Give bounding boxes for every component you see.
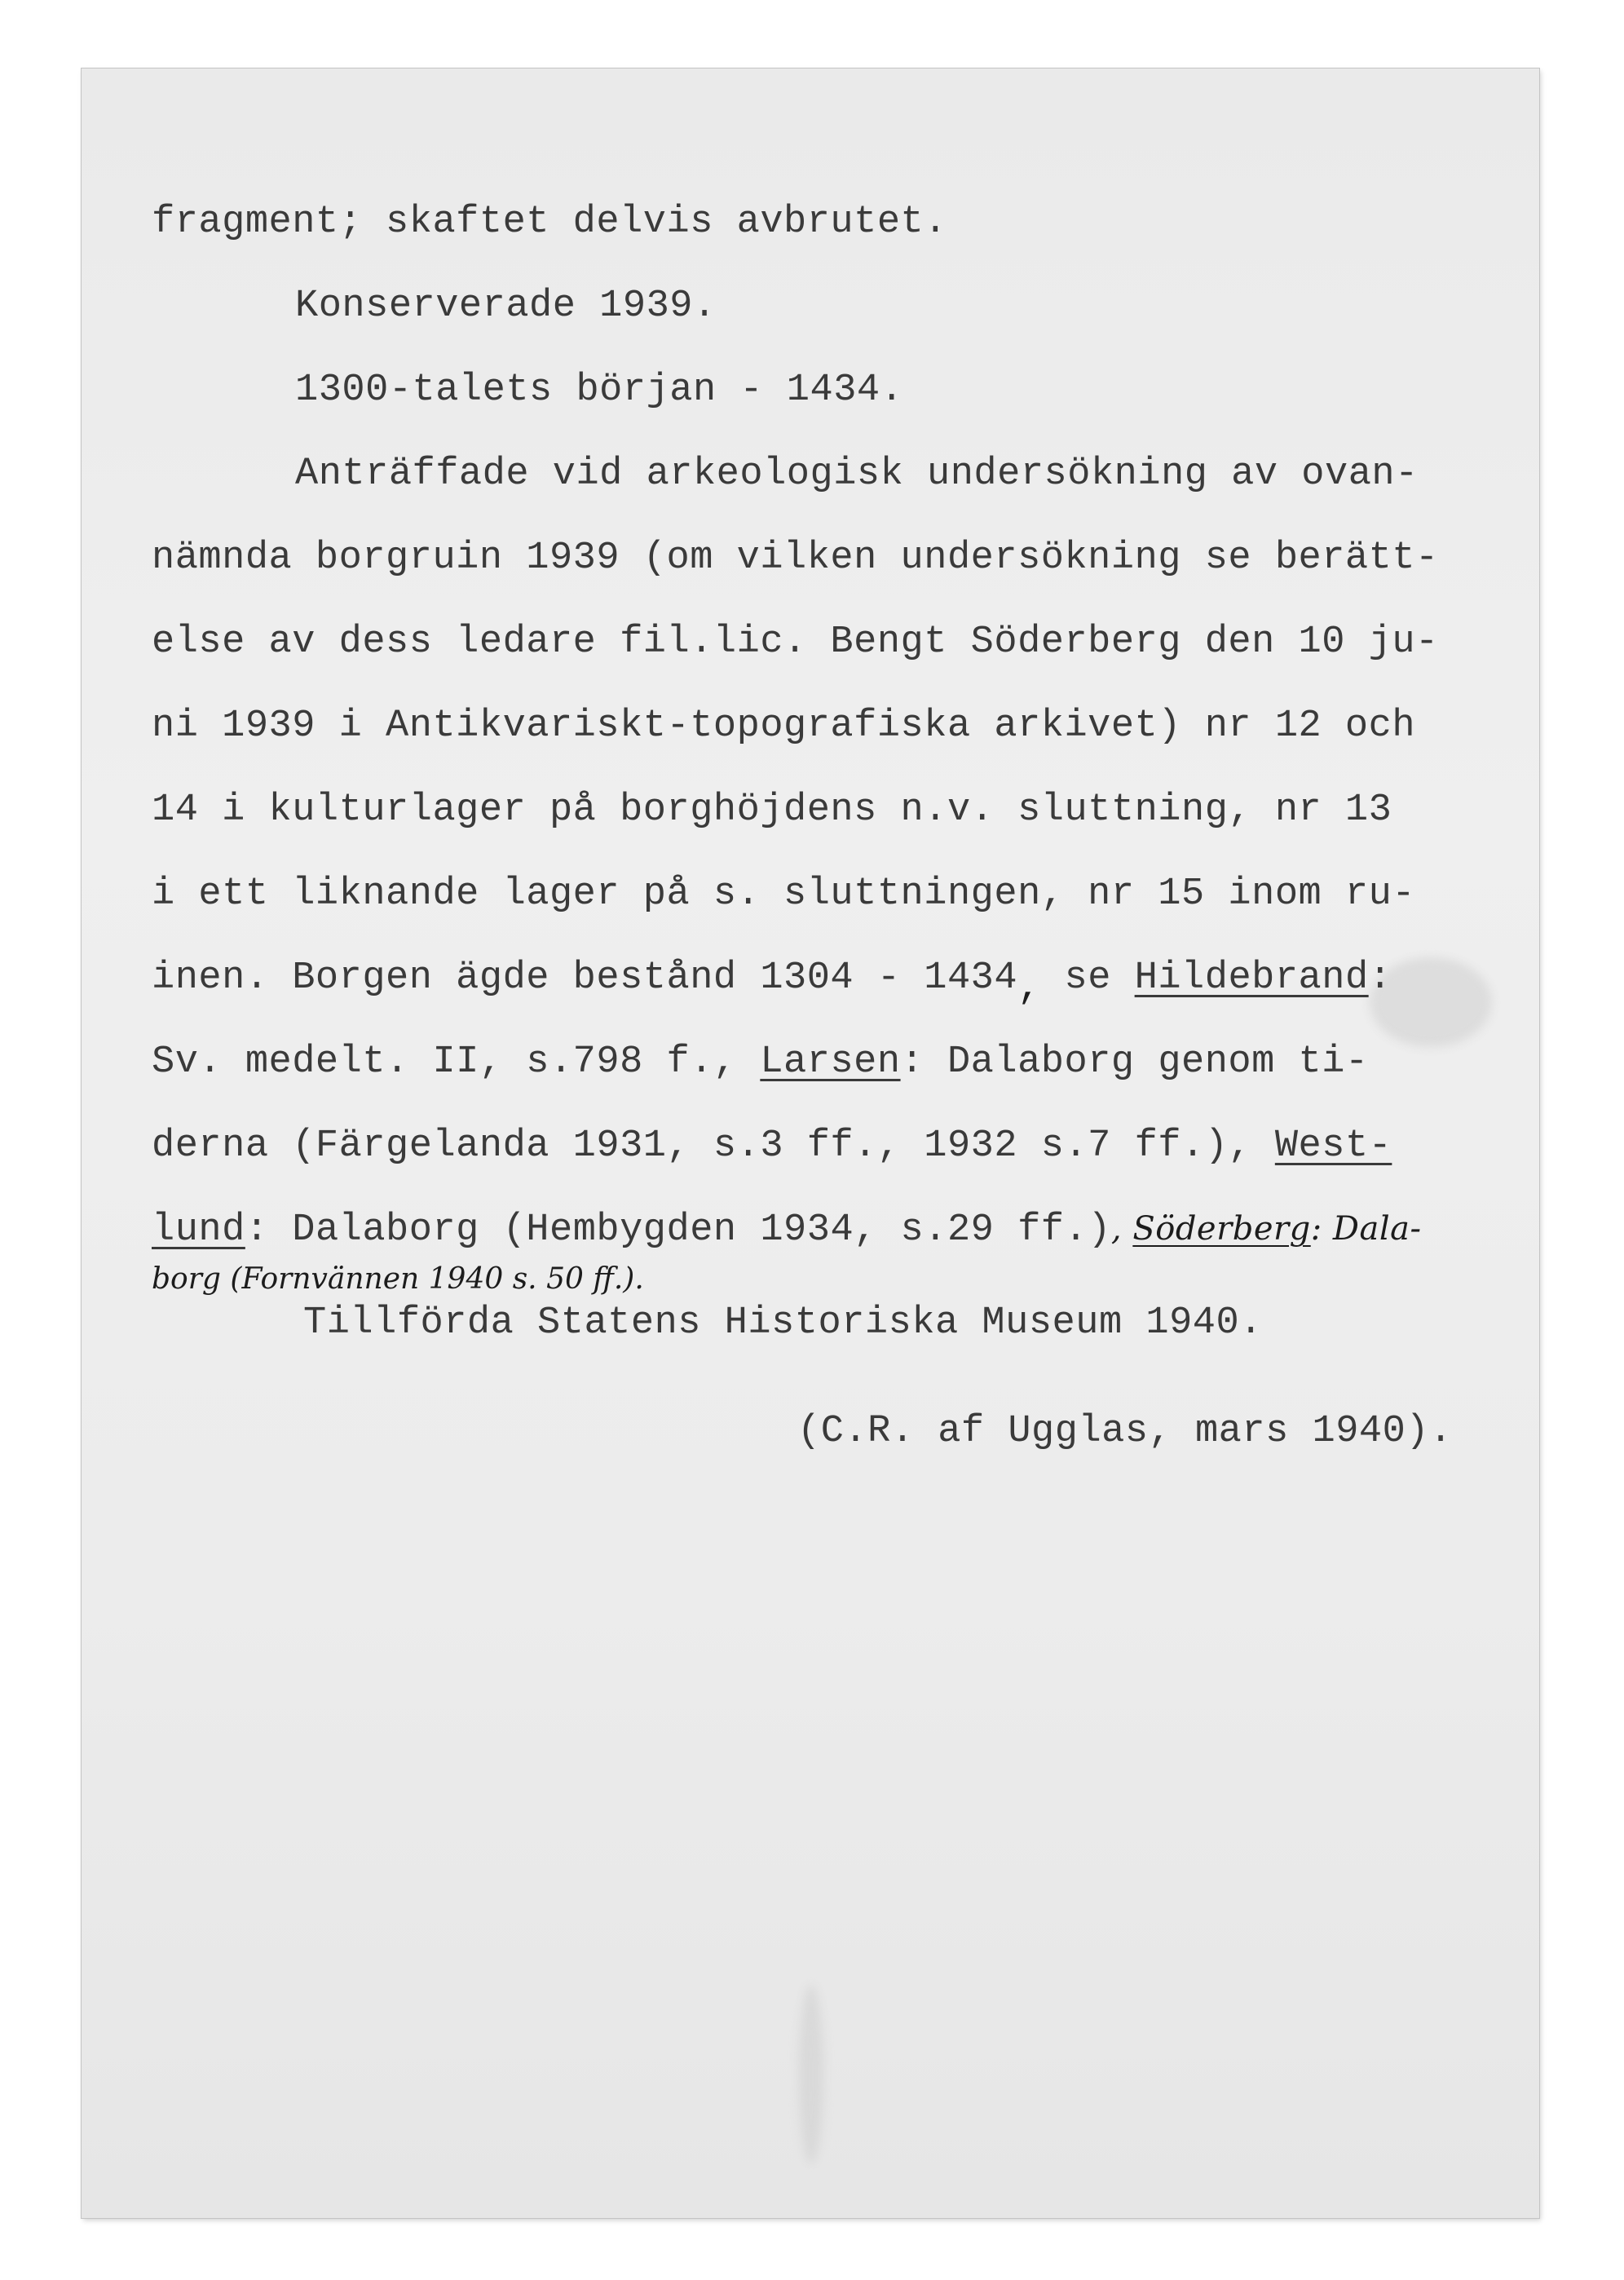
text-line-4: Anträffade vid arkeologisk undersökning av ovan- <box>295 453 1419 496</box>
text-line-6: else av dess ledare fil.lic. Bengt Söderberg den 10 ju- <box>152 621 1439 664</box>
text-line-10-part-c: : <box>1368 957 1392 1000</box>
text-line-11 <box>152 1041 1369 1084</box>
text-line-1: fragment; skaftet delvis avbrutet. <box>152 201 947 244</box>
document-card <box>82 68 1539 2218</box>
text-line-11-part-b: : Dalaborg genom ti- <box>900 1041 1369 1084</box>
text-line-5: nämnda borgruin 1939 (om vilken undersökning se berätt- <box>152 537 1439 580</box>
text-line-13-part-a: : Dalaborg (Hembygden 1934, s.29 ff.) <box>245 1208 1111 1252</box>
handwritten-addition-line-2: borg (Fornvännen 1940 s. 50 ff.). <box>152 1262 644 1296</box>
text-line-8: 14 i kulturlager på borghöjdens n.v. sluttning, nr 13 <box>152 789 1392 832</box>
text-line-11-part-a: Sv. medelt. II, s.798 f., <box>152 1041 761 1084</box>
handwritten-prefix: , <box>1110 1210 1133 1248</box>
text-line-2: Konserverade 1939. <box>295 285 717 328</box>
reference-hildebrand: Hildebrand <box>1134 957 1369 1000</box>
stain-mark <box>799 1985 823 2164</box>
text-line-7: ni 1939 i Antikvariskt-topografiska arkivet) nr 12 och <box>152 705 1416 748</box>
acquisition-note: Tillförda Statens Historiska Museum 1940. <box>303 1301 1263 1345</box>
text-line-12-part-a: derna (Färgelanda 1931, s.3 ff., 1932 s.7 ff.), <box>152 1125 1275 1168</box>
signature-line: (C.R. af Ugglas, mars 1940). <box>797 1410 1453 1453</box>
reference-soderberg: Söderberg <box>1132 1210 1311 1248</box>
handwritten-suffix: : Dala- <box>1310 1210 1422 1248</box>
reference-larsen: Larsen <box>760 1041 901 1084</box>
text-line-10-part-a: inen. Borgen ägde bestånd 1304 - 1434 <box>152 957 1018 1000</box>
text-line-12 <box>152 1125 1392 1168</box>
text-line-10 <box>152 957 1392 1010</box>
reference-westlund-end: lund <box>152 1208 245 1252</box>
handwritten-addition-line-1 <box>1111 1210 1422 1248</box>
text-line-13 <box>152 1208 1422 1252</box>
text-line-10-part-b: se <box>1040 957 1135 1000</box>
text-line-9: i ett liknande lager på s. sluttningen, nr 15 inom ru- <box>152 873 1416 916</box>
text-line-3: 1300-talets början - 1434. <box>295 369 904 412</box>
reference-westlund-start: West- <box>1274 1125 1392 1168</box>
handwritten-comma: , <box>1017 966 1041 1010</box>
